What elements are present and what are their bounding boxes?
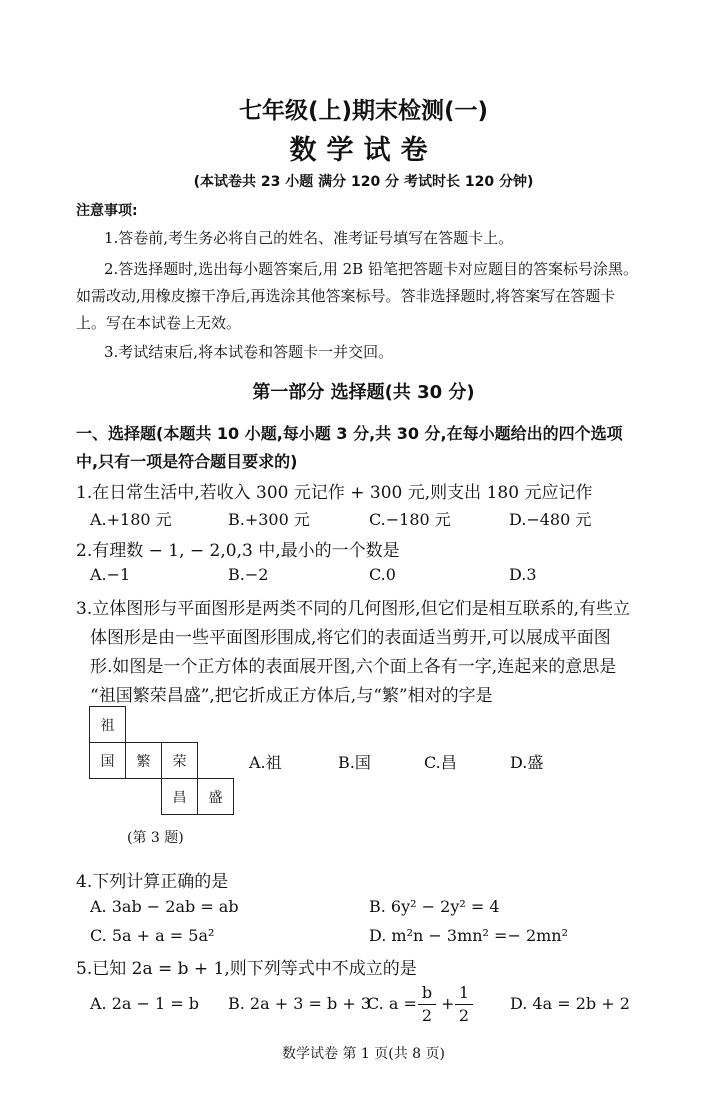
q1-option-c: C.−180 元 [369,510,451,529]
section-heading-line2: 中,只有一项是符合题目要求的) [76,452,298,471]
q1-option-d: D.−480 元 [509,510,592,529]
q3-option-b: B.国 [338,753,371,772]
note-2: 2.答选择题时,选出每小题答案后,用 2B 铅笔把答题卡对应题目的答案标号涂黑。 [104,260,638,278]
exam-info: (本试卷共 23 小题 满分 120 分 考试时长 120 分钟) [193,174,534,190]
q3-line-4: “祖国繁荣昌盛”,把它折成正方体后,与“繁”相对的字是 [90,686,493,706]
q2-option-c: C.0 [369,565,396,584]
section-heading-line1: 一、选择题(本题共 10 小题,每小题 3 分,共 30 分,在每小题给出的四个选项 [76,424,623,443]
page-footer: 数学试卷 第 1 页(共 8 页) [282,1046,445,1062]
page-title: 七年级(上)期末检测(一) [238,98,489,124]
note-2-end: 上。写在本试卷上无效。 [76,314,242,332]
q1-option-a: A.+180 元 [90,510,172,529]
q5-option-b: B. 2a + 3 = b + 3 [228,994,371,1013]
notes-heading: 注意事项: [76,203,138,219]
fraction-bar [418,1004,436,1005]
q5-option-d: D. 4a = 2b + 2 [510,994,630,1013]
net-cell-sheng: 盛 [197,778,234,815]
note-3: 3.考试结束后,将本试卷和答题卡一并交回。 [104,343,394,361]
q5-option-c-den1: 2 [421,1006,433,1025]
q2-option-d: D.3 [509,565,537,584]
part1-title: 第一部分 选择题(共 30 分) [252,382,475,403]
net-cell-chang: 昌 [161,778,198,815]
q3-line-3: 形.如图是一个正方体的表面展开图,六个面上各有一字,连起来的意思是 [90,657,617,677]
q4-stem: 4.下列计算正确的是 [76,872,229,892]
q3-line-1: 3.立体图形与平面图形是两类不同的几何图形,但它们是相互联系的,有些立 [76,599,631,619]
fraction-bar [455,1004,473,1005]
page-subject: 数学试卷 [289,135,438,166]
q3-line-2: 体图形是由一些平面图形围成,将它们的表面适当剪开,可以展成平面图 [90,628,611,648]
q1-stem: 1.在日常生活中,若收入 300 元记作 + 300 元,则支出 180 元应记作 [76,483,593,503]
q2-option-a: A.−1 [90,565,131,584]
q2-option-b: B.−2 [228,565,269,584]
q4-option-a: A. 3ab − 2ab = ab [90,897,239,916]
note-2-cont: 如需改动,用橡皮擦干净后,再选涂其他答案标号。答非选择题时,将答案写在答题卡 [76,287,616,305]
q3-option-d: D.盛 [510,753,544,772]
q3-option-c: C.昌 [424,753,457,772]
q5-option-c-num2: 1 [458,983,470,1002]
q5-option-c-num1: b [421,983,433,1002]
net-cell-rong: 荣 [161,742,198,779]
q5-option-c-plus: + [441,994,455,1013]
q1-option-b: B.+300 元 [228,510,310,529]
q4-option-d: D. m²n − 3mn² =− 2mn² [369,926,569,945]
q4-option-b: B. 6y² − 2y² = 4 [369,897,500,916]
net-cell-zu: 祖 [89,706,126,743]
q2-stem: 2.有理数 − 1, − 2,0,3 中,最小的一个数是 [76,541,400,561]
q5-stem: 5.已知 2a = b + 1,则下列等式中不成立的是 [76,959,417,979]
note-1: 1.答卷前,考生务必将自己的姓名、准考证号填写在答题卡上。 [104,229,514,247]
q3-option-a: A.祖 [249,753,282,772]
q5-option-a: A. 2a − 1 = b [90,994,200,1013]
q3-caption: (第 3 题) [127,830,184,846]
q5-option-c-den2: 2 [458,1006,470,1025]
net-cell-guo: 国 [89,742,126,779]
q5-option-c-prefix: C. a = [367,994,417,1013]
q4-option-c: C. 5a + a = 5a² [90,926,215,945]
net-cell-fan: 繁 [125,742,162,779]
